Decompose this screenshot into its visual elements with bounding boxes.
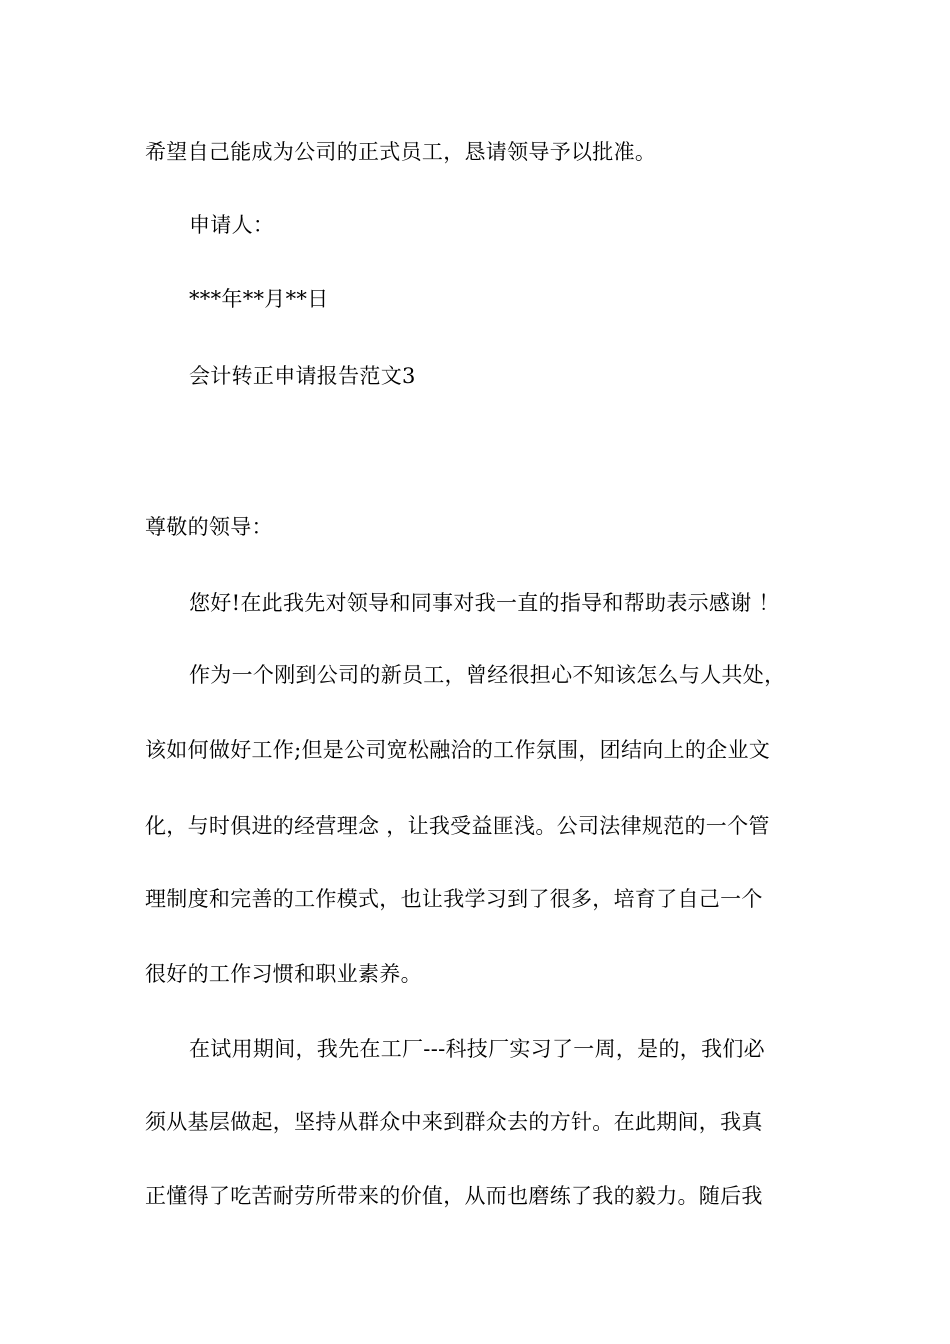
paragraph-line: 该如何做好工作;但是公司宽松融洽的工作氛围，团结向上的企业文 — [145, 738, 771, 762]
paragraph-line: 在试用期间，我先在工厂---科技厂实习了一周，是的，我们必 — [189, 1037, 765, 1061]
salutation: 尊敬的领导： — [145, 515, 273, 539]
paragraph-line: 须从基层做起，坚持从群众中来到群众去的方针。在此期间，我真 — [145, 1110, 763, 1134]
section-title: 会计转正申请报告范文3 — [189, 364, 416, 388]
paragraph-line: 作为一个刚到公司的新员工，曾经很担心不知该怎么与人共处， — [189, 663, 786, 687]
date-line: ***年**月**日 — [189, 287, 329, 311]
paragraph-line: 很好的工作习惯和职业素养。 — [145, 962, 422, 986]
paragraph-line: 化，与时俱进的经营理念 ，让我受益匪浅。公司法律规范的一个管 — [145, 814, 770, 838]
paragraph-line: 正懂得了吃苦耐劳所带来的价值，从而也磨练了我的毅力。随后我 — [145, 1184, 763, 1208]
paragraph-line: 理制度和完善的工作模式，也让我学习到了很多，培育了自己一个 — [145, 887, 763, 911]
paragraph-line: 您好!在此我先对领导和同事对我一直的指导和帮助表示感谢 ！ — [189, 591, 780, 615]
paragraph-line: 希望自己能成为公司的正式员工，恳请领导予以批准。 — [145, 140, 657, 164]
applicant-label: 申请人： — [189, 213, 275, 237]
